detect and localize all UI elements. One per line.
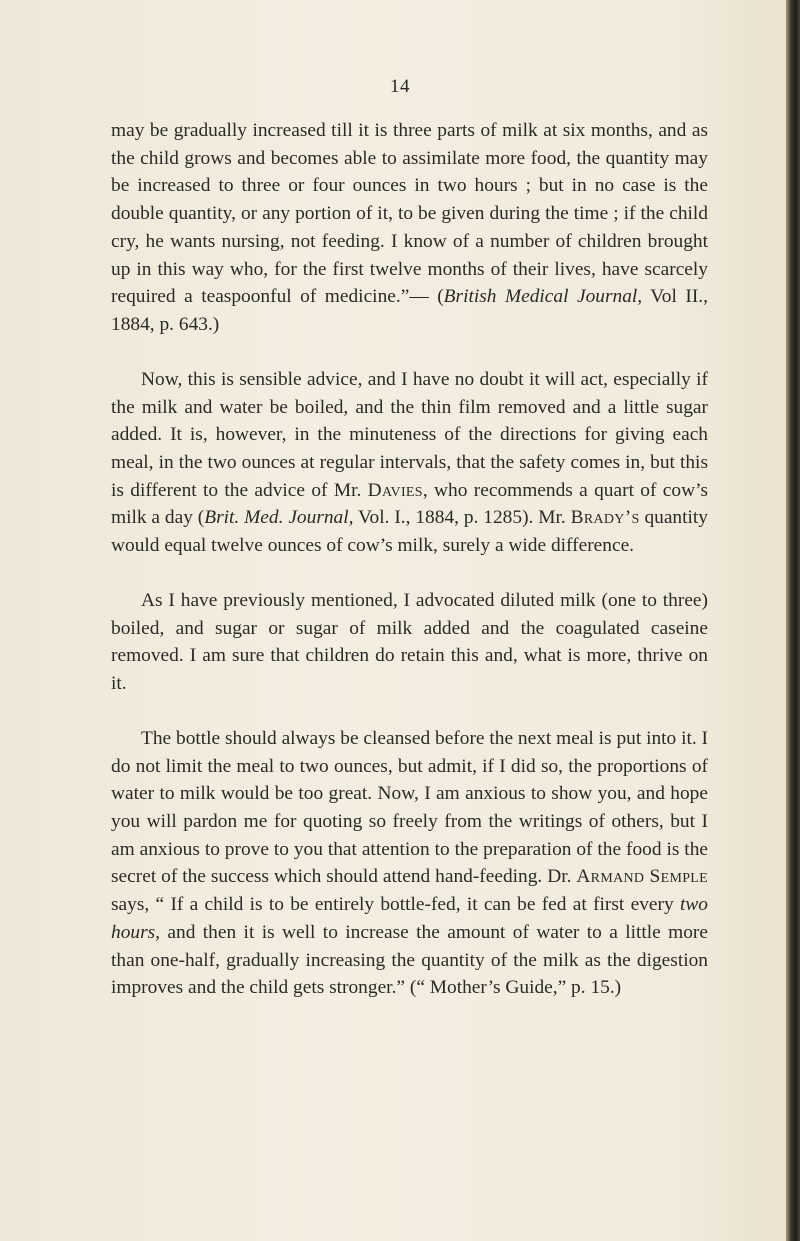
text-run: quantity would equal twelve ounces of cow’s milk, surely a wide difference. xyxy=(111,507,708,557)
author-name: Armand Semple xyxy=(576,866,708,888)
paragraph-1 xyxy=(111,117,708,339)
binding-edge xyxy=(786,0,800,1241)
text-run: may be gradually increased till it is three parts of milk at six months, and as the child grows and becomes able to assimilate more food, the quantity may be increased to three or four ounces in two hours ; but in no case is the double quantity, or any portion of it, to be given during the time ; if the child cry, he wants nursing, not feeding. I know of a number of children brought up in this way who, for the first twelve months of their lives, have scarcely required a teaspoonful of medicine.”— ( xyxy=(111,120,708,308)
text-run: Now, this is sensible advice, and I have no doubt it will act, especially if the milk and water be boiled, and the thin film removed and a little sugar added. It is, however, in the minuteness of the directions for giving each meal, in the two ounces at regular intervals, that the safety comes in, but this is different to the advice of Mr. xyxy=(111,368,708,501)
text-run: , who recommends a quart of cow’s milk a day ( xyxy=(111,479,708,529)
paragraph-3 xyxy=(111,587,708,698)
emphasis: two hours, xyxy=(111,894,708,943)
author-name: Davies xyxy=(367,479,423,501)
text-run: says, “ If a child is to be entirely bottle-fed, it can be fed at first every xyxy=(111,894,680,916)
text-run: and then it is well to increase the amount of water to a little more than one-half, gradually increasing the quantity of the milk as the digestion improves and the child gets stronger.” (“ Mother’s Guide,” p. 15.) xyxy=(111,921,708,999)
paragraph-4 xyxy=(111,725,708,1002)
body-text xyxy=(111,117,708,1002)
text-run: As I have previously mentioned, I advocated diluted milk (one to three) boiled, and sugar or sugar of milk added and the coagulated caseine removed. I am sure that children do retain this and, what is more, thrive on it. xyxy=(111,589,708,695)
journal-citation: Brit. Med. Journal, xyxy=(204,507,354,529)
text-run: The bottle should always be cleansed before the next meal is put into it. I do not limit the meal to two ounces, but admit, if I did so, the proportions of water to milk would be too great. Now, I am anxious to show you, and hope you will pardon me for quoting so freely from the writings of others, but I am anxious to prove to you that attention to the preparation of the food is the secret of the success which should attend hand-feeding. Dr. xyxy=(111,727,709,888)
text-run: Vol II., 1884, p. 643.) xyxy=(111,286,708,335)
page-number: 14 xyxy=(390,76,410,97)
journal-citation: British Medical Journal, xyxy=(443,286,643,308)
author-name: Brady’s xyxy=(570,507,640,529)
text-run: Vol. I., 1884, p. 1285). Mr. xyxy=(353,507,571,529)
paragraph-2 xyxy=(111,366,708,560)
